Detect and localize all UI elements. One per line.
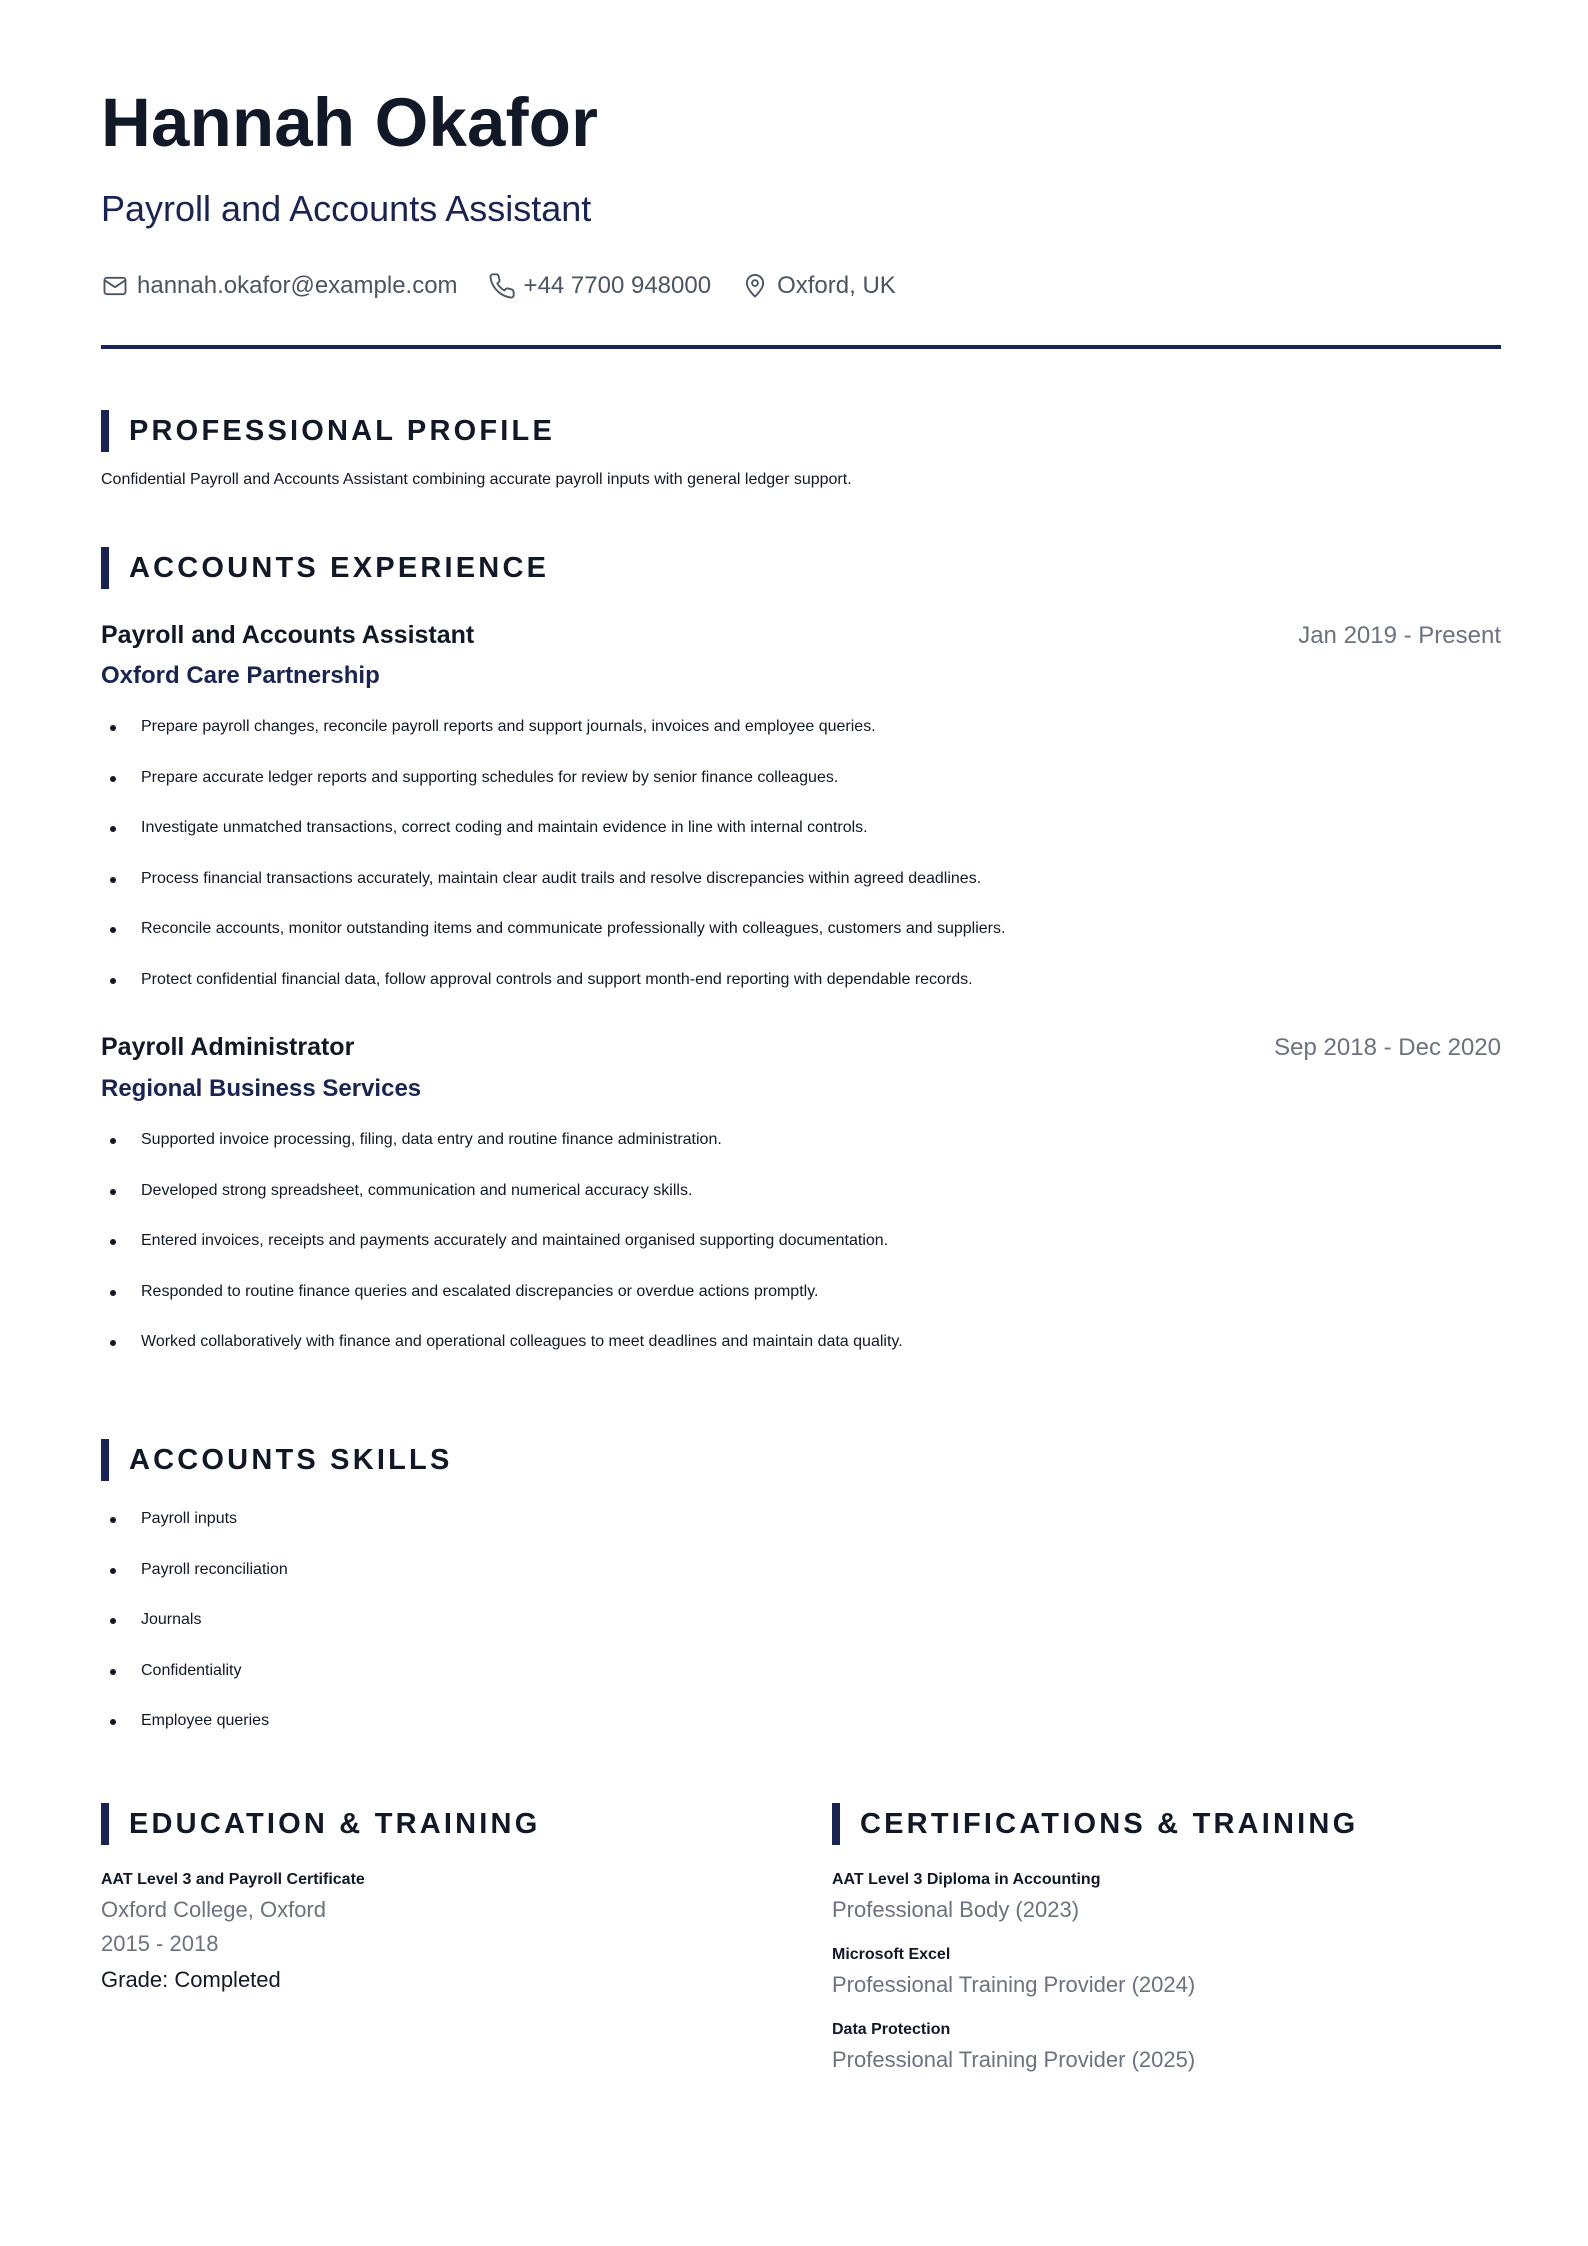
certifications-heading (832, 1803, 1358, 1845)
header-divider (101, 345, 1501, 349)
skill-item: Journals (101, 1610, 288, 1661)
mail-icon (101, 272, 129, 300)
job-bullets (101, 717, 1005, 1020)
bullet-item: Prepare payroll changes, reconcile payroll reports and support journals, invoices and employee queries. (101, 717, 1005, 768)
skill-item: Confidentiality (101, 1661, 288, 1712)
certification-issuer: Professional Training Provider (2024) (832, 1972, 1196, 1997)
section-title: ACCOUNTS SKILLS (129, 1443, 453, 1476)
section-accent-bar (101, 1439, 109, 1481)
bullet-item: Investigate unmatched transactions, correct coding and maintain evidence in line with internal controls. (101, 818, 1005, 869)
location-text: Oxford, UK (777, 272, 896, 299)
certification-title: AAT Level 3 Diploma in Accounting (832, 1871, 1101, 1888)
education-dates: 2015 - 2018 (101, 1931, 219, 1956)
section-accent-bar (101, 410, 109, 452)
skill-item: Payroll inputs (101, 1509, 288, 1560)
bullet-item: Entered invoices, receipts and payments accurately and maintained organised supporting documentation. (101, 1231, 903, 1282)
candidate-headline: Payroll and Accounts Assistant (101, 188, 592, 229)
job-company: Regional Business Services (101, 1075, 422, 1102)
contact-phone[interactable] (488, 272, 712, 300)
education-title: AAT Level 3 and Payroll Certificate (101, 1871, 365, 1888)
certification-title: Data Protection (832, 2021, 951, 2038)
section-title: CERTIFICATIONS & TRAINING (860, 1807, 1359, 1840)
job-title: Payroll and Accounts Assistant (101, 621, 475, 649)
profile-summary: Confidential Payroll and Accounts Assistant combining accurate payroll inputs with general ledger support. (101, 471, 852, 488)
bullet-item: Developed strong spreadsheet, communication and numerical accuracy skills. (101, 1181, 903, 1232)
education-grade: Grade: Completed (101, 1967, 281, 1992)
section-accent-bar (101, 547, 109, 589)
skill-item: Payroll reconciliation (101, 1560, 288, 1611)
bullet-item: Supported invoice processing, filing, data entry and routine finance administration. (101, 1130, 903, 1181)
education-institution: Oxford College, Oxford (101, 1897, 326, 1922)
bullet-item: Prepare accurate ledger reports and supporting schedules for review by senior finance colleagues. (101, 768, 1005, 819)
skill-item: Employee queries (101, 1711, 288, 1762)
phone-text: +44 7700 948000 (523, 272, 712, 299)
job-dates: Sep 2018 - Dec 2020 (1274, 1034, 1501, 1061)
candidate-name: Hannah Okafor (101, 84, 599, 161)
skills-heading (101, 1439, 453, 1481)
bullet-item: Responded to routine finance queries and escalated discrepancies or overdue actions promptly. (101, 1282, 903, 1333)
contact-email[interactable] (101, 272, 458, 300)
bullet-item: Protect confidential financial data, follow approval controls and support month-end reporting with dependable records. (101, 970, 1005, 1021)
experience-heading (101, 547, 549, 589)
job-dates: Jan 2019 - Present (1298, 622, 1501, 649)
job-bullets (101, 1130, 903, 1383)
bullet-item: Process financial transactions accurately, maintain clear audit trails and resolve discrepancies within agreed deadlines. (101, 869, 1005, 920)
section-title: EDUCATION & TRAINING (129, 1807, 541, 1840)
certification-title: Microsoft Excel (832, 1946, 951, 1963)
job-company: Oxford Care Partnership (101, 662, 380, 689)
education-heading (101, 1803, 540, 1845)
section-accent-bar (101, 1803, 109, 1845)
profile-heading (101, 410, 555, 452)
section-accent-bar (832, 1803, 840, 1845)
contact-row (101, 272, 896, 300)
job-title: Payroll Administrator (101, 1033, 355, 1061)
email-text: hannah.okafor@example.com (137, 272, 458, 299)
section-title: ACCOUNTS EXPERIENCE (129, 551, 550, 584)
skills-list (101, 1509, 288, 1762)
bullet-item: Worked collaboratively with finance and operational colleagues to meet deadlines and maintain data quality. (101, 1332, 903, 1383)
section-title: PROFESSIONAL PROFILE (129, 414, 556, 447)
contact-location (741, 272, 896, 300)
certification-issuer: Professional Body (2023) (832, 1897, 1080, 1922)
phone-icon (488, 272, 516, 300)
certification-issuer: Professional Training Provider (2025) (832, 2047, 1196, 2072)
map-pin-icon (741, 272, 769, 300)
bullet-item: Reconcile accounts, monitor outstanding items and communicate professionally with colleagues, customers and suppliers. (101, 919, 1005, 970)
